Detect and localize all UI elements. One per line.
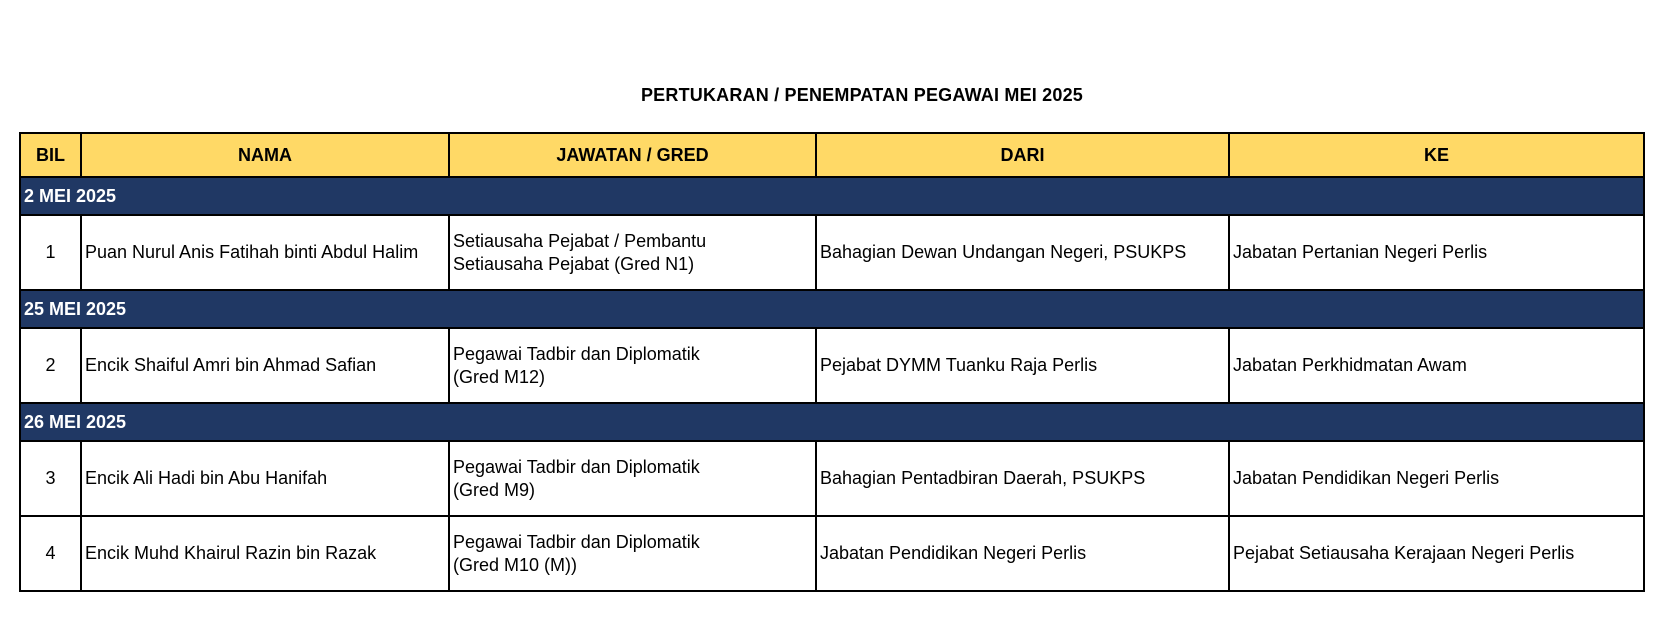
table-row — [20, 215, 1644, 290]
date-label: 26 MEI 2025 — [20, 403, 1644, 441]
header-dari: DARI — [816, 133, 1229, 177]
cell-jawatan — [449, 328, 816, 403]
cell-bil: 3 — [20, 441, 81, 516]
cell-jawatan — [449, 516, 816, 591]
date-group-row — [20, 290, 1644, 328]
jawatan-line: (Gred M9) — [453, 479, 536, 500]
header-ke: KE — [1229, 133, 1644, 177]
cell-dari: Bahagian Pentadbiran Daerah, PSUKPS — [816, 441, 1229, 516]
table-body — [20, 177, 1644, 591]
jawatan-line: (Gred M12) — [453, 366, 546, 387]
jawatan-line: Pegawai Tadbir dan Diplomatik — [453, 531, 700, 552]
date-group-row — [20, 403, 1644, 441]
header-bil: BIL — [20, 133, 81, 177]
date-label: 25 MEI 2025 — [20, 290, 1644, 328]
cell-nama: Puan Nurul Anis Fatihah binti Abdul Halim — [81, 215, 449, 290]
table-row — [20, 441, 1644, 516]
cell-ke: Jabatan Perkhidmatan Awam — [1229, 328, 1644, 403]
jawatan-line: Pegawai Tadbir dan Diplomatik — [453, 456, 700, 477]
cell-jawatan — [449, 215, 816, 290]
header-jawatan: JAWATAN / GRED — [449, 133, 816, 177]
cell-bil: 1 — [20, 215, 81, 290]
page-title: PERTUKARAN / PENEMPATAN PEGAWAI MEI 2025 — [640, 85, 1084, 105]
table-row — [20, 516, 1644, 591]
table-header — [20, 133, 1644, 177]
cell-nama: Encik Shaiful Amri bin Ahmad Safian — [81, 328, 449, 403]
cell-jawatan — [449, 441, 816, 516]
cell-ke: Jabatan Pendidikan Negeri Perlis — [1229, 441, 1644, 516]
cell-ke: Pejabat Setiausaha Kerajaan Negeri Perlis — [1229, 516, 1644, 591]
header-row — [20, 133, 1644, 177]
jawatan-line: Setiausaha Pejabat (Gred N1) — [453, 253, 695, 274]
cell-nama: Encik Ali Hadi bin Abu Hanifah — [81, 441, 449, 516]
jawatan-line: (Gred M10 (M)) — [453, 554, 578, 575]
header-nama: NAMA — [81, 133, 449, 177]
cell-dari: Bahagian Dewan Undangan Negeri, PSUKPS — [816, 215, 1229, 290]
cell-bil: 4 — [20, 516, 81, 591]
cell-dari: Pejabat DYMM Tuanku Raja Perlis — [816, 328, 1229, 403]
cell-nama: Encik Muhd Khairul Razin bin Razak — [81, 516, 449, 591]
jawatan-line: Pegawai Tadbir dan Diplomatik — [453, 343, 700, 364]
jawatan-line: Setiausaha Pejabat / Pembantu — [453, 230, 707, 251]
cell-bil: 2 — [20, 328, 81, 403]
date-group-row — [20, 177, 1644, 215]
table-row — [20, 328, 1644, 403]
cell-dari: Jabatan Pendidikan Negeri Perlis — [816, 516, 1229, 591]
cell-ke: Jabatan Pertanian Negeri Perlis — [1229, 215, 1644, 290]
transfer-table — [19, 132, 1645, 592]
date-label: 2 MEI 2025 — [20, 177, 1644, 215]
